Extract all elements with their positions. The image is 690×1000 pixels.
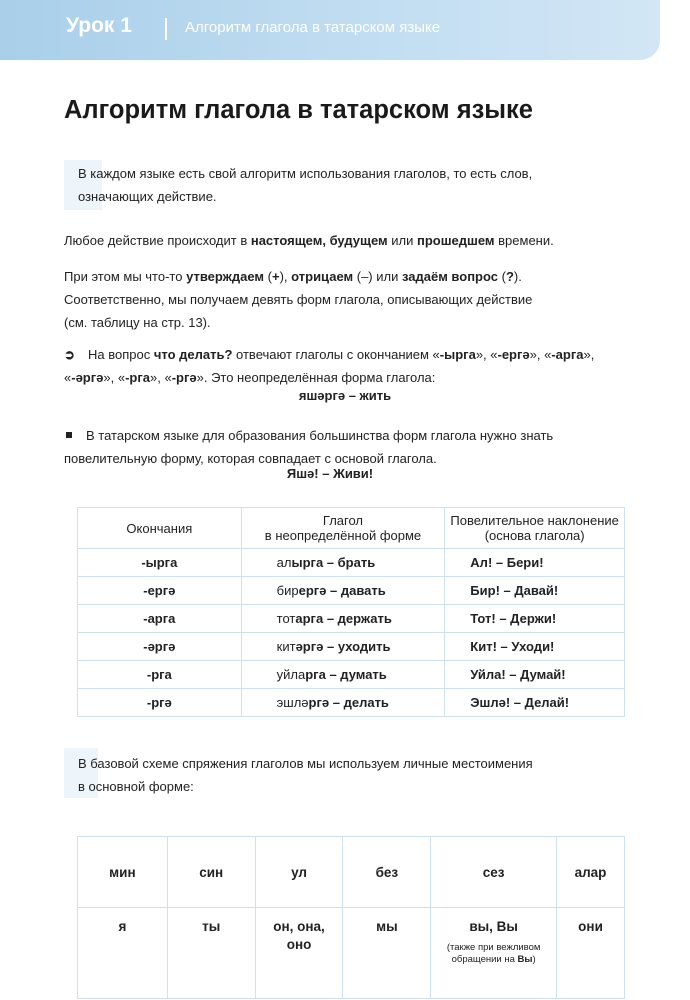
text-bold: -арга (551, 347, 584, 362)
arrow-icon: ➲ (64, 347, 75, 362)
verb-stem: кит (276, 639, 296, 654)
text: или (387, 233, 417, 248)
text: (–) или (353, 269, 402, 284)
text: », (583, 347, 595, 362)
text: », « (475, 347, 498, 362)
text: В татарском языке для образования большинства форм глагола нужно знать (86, 428, 554, 443)
text: « (64, 370, 72, 385)
tatar-pronouns-row (78, 837, 625, 908)
pronoun-cell (255, 908, 343, 999)
pronoun-cell (431, 908, 557, 999)
text-bold: ? (505, 269, 514, 284)
verb-translation: – уходить (323, 639, 391, 654)
russian-pronouns-row (78, 908, 625, 999)
pronoun-cell: я (78, 908, 168, 999)
text-bold: задаём вопрос (401, 269, 498, 284)
ending-cell: -арга (78, 605, 242, 633)
pronouns-intro-text (78, 752, 618, 798)
ending-cell: -рга (78, 661, 242, 689)
text-bold: отрицаем (291, 269, 354, 284)
note-line: ) (532, 954, 536, 965)
ending-cell: -ргә (78, 689, 242, 717)
verb-suffix: ргә (308, 695, 330, 710)
intro-box (64, 160, 624, 210)
text: ( (497, 269, 506, 284)
pronoun-cell: они (557, 908, 625, 999)
infinitive-cell (241, 605, 445, 633)
table-row (78, 689, 625, 717)
imperative-cell: Эшлә! – Делай! (445, 689, 625, 717)
pronoun-cell: мин (78, 837, 168, 908)
table-row (78, 577, 625, 605)
text-bold: утверждаем (186, 269, 265, 284)
verb-stem: тот (276, 611, 296, 626)
note-bold: Вы (517, 954, 533, 965)
table-row (78, 661, 625, 689)
bullet-icon (66, 432, 72, 438)
ending-cell: -ырга (78, 549, 242, 577)
note-line: (также при вежливом (446, 942, 541, 953)
intro-line-2: означающих действие. (78, 189, 217, 204)
pronoun-cell: син (167, 837, 255, 908)
verb-suffix: әргә (295, 639, 324, 654)
text-bold: -ргә (171, 370, 197, 385)
table-row (78, 549, 625, 577)
header-line: Повелительное наклонение (450, 513, 619, 528)
text: », « (103, 370, 126, 385)
infinitive-cell (241, 549, 445, 577)
pronouns-table (77, 836, 625, 999)
polite-form-note (431, 942, 556, 966)
page-header (0, 0, 660, 60)
pronoun-cell: сез (431, 837, 557, 908)
verb-suffix: ырга (291, 555, 324, 570)
verb-suffix: рга (305, 667, 326, 682)
infinitive-cell (241, 661, 445, 689)
text: ). (513, 269, 522, 284)
paragraph-infinitive (64, 343, 644, 389)
imperative-example: Яшә! – Живи! (286, 466, 374, 481)
imperative-cell: Бир! – Давай! (445, 577, 625, 605)
verb-suffix: ергә (298, 583, 327, 598)
intro-text (78, 162, 618, 208)
infinitive-cell (241, 633, 445, 661)
text: в основной форме: (78, 779, 194, 794)
text-bold: -әргә (71, 370, 104, 385)
paragraph-forms (64, 265, 644, 334)
pronouns-intro-box (64, 748, 624, 798)
table-row (78, 605, 625, 633)
intro-line-1: В каждом языке есть свой алгоритм использования глаголов, то есть слов, (78, 166, 533, 181)
text: На вопрос (88, 347, 154, 362)
verb-stem: эшлә (276, 695, 309, 710)
table-row (78, 633, 625, 661)
verb-suffix: арга (295, 611, 324, 626)
ending-cell: -әргә (78, 633, 242, 661)
imperative-cell: Кит! – Уходи! (445, 633, 625, 661)
pronoun-cell: мы (343, 908, 431, 999)
pronoun-line: вы, Вы (469, 919, 518, 934)
header-infinitive (241, 508, 445, 549)
infinitive-cell (241, 689, 445, 717)
text: », « (150, 370, 172, 385)
text-bold: + (271, 269, 280, 284)
paragraph-tenses (64, 229, 634, 252)
verb-stem: бир (276, 583, 299, 598)
text: В базовой схеме спряжения глаголов мы используем личные местоимения (78, 756, 533, 771)
pronoun-line: он, она, (273, 919, 325, 934)
pronoun-cell: без (343, 837, 431, 908)
text: времени. (494, 233, 554, 248)
text: повелительную форму, которая совпадает с основой глагола. (64, 451, 437, 466)
header-line: (основа глагола) (484, 528, 585, 543)
imperative-cell: Тот! – Держи! (445, 605, 625, 633)
text: », « (529, 347, 552, 362)
pronoun-line: оно (286, 937, 312, 952)
verb-stem: ал (276, 555, 292, 570)
verb-stem: уйла (276, 667, 306, 682)
imperative-cell: Ал! – Бери! (445, 549, 625, 577)
verb-translation: – брать (323, 555, 376, 570)
pronoun-cell: ул (255, 837, 343, 908)
table-header-row (78, 508, 625, 549)
note-line: обращении на (451, 954, 518, 965)
pronoun-cell: алар (557, 837, 625, 908)
verb-forms-table (77, 507, 625, 717)
text: (см. таблицу на стр. 13). (64, 315, 211, 330)
lesson-number: Урок 1 (66, 14, 132, 37)
text-bold: -ергә (497, 347, 530, 362)
text-bold: настоящем, будущем (250, 233, 388, 248)
text: ( (264, 269, 272, 284)
text: При этом мы что-то (64, 269, 187, 284)
page-title: Алгоритм глагола в татарском языке (64, 96, 533, 124)
header-endings: Окончания (78, 508, 242, 549)
verb-translation: – делать (329, 695, 389, 710)
text-bold: что делать? (153, 347, 233, 362)
imperative-cell: Уйла! – Думай! (445, 661, 625, 689)
lesson-topic: Алгоритм глагола в татарском языке (185, 19, 441, 36)
text-bold: -ырга (439, 347, 476, 362)
infinitive-example: яшәргә – жить (298, 388, 392, 403)
verb-translation: – думать (325, 667, 387, 682)
header-imperative (445, 508, 625, 549)
text: Соответственно, мы получаем девять форм глагола, описывающих действие (64, 292, 533, 307)
infinitive-cell (241, 577, 445, 605)
header-line: Глагол (322, 513, 364, 528)
pronoun-cell: ты (167, 908, 255, 999)
text: ». Это неопределённая форма глагола: (196, 370, 436, 385)
verb-translation: – давать (326, 583, 386, 598)
text: Любое действие происходит в (64, 233, 251, 248)
text: ), (279, 269, 292, 284)
verb-translation: – держать (323, 611, 392, 626)
text-bold: -рга (125, 370, 150, 385)
header-line: в неопределённой форме (264, 528, 422, 543)
header-divider (165, 18, 167, 40)
text: отвечают глаголы с окончанием « (232, 347, 440, 362)
text-bold: прошедшем (416, 233, 495, 248)
ending-cell: -ергә (78, 577, 242, 605)
